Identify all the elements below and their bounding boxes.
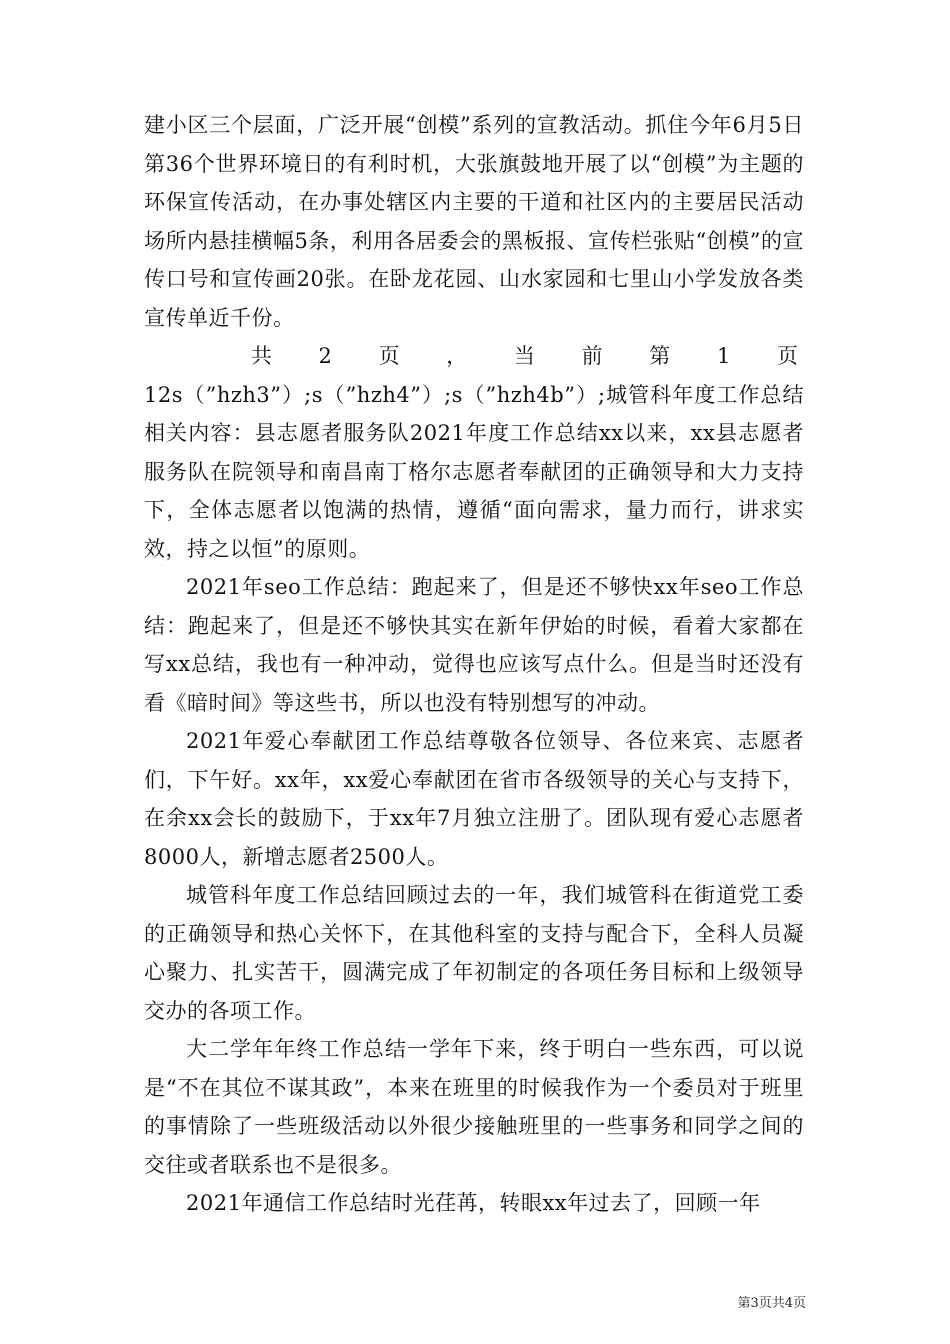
paragraph-urban-management: 城管科年度工作总结回顾过去的一年，我们城管科在街道党工委的正确领导和热心关怀下，在其他科室的支持与配合下，全科人员凝心聚力、扎实苦干，圆满完成了年初制定的各项任务目标和上级领导交办的各项工作。 xyxy=(144,883,804,1023)
paragraph-seo-summary: 2021年seo工作总结：跑起来了，但是还不够快xx年seo工作总结：跑起来了，但是还不够快其实在新年伊始的时候，看着大家都在写xx总结，我也有一种冲动，觉得也应该写点什么。但是当时还没有看《暗时间》等这些书，所以也没有特别想写的冲动。 xyxy=(144,575,804,715)
document-body xyxy=(144,106,804,1223)
paragraph-campaign: 建小区三个层面，广泛开展“创模”系列的宣教活动。抓住今年6月5日第36个世界环境日的有利时机，大张旗鼓地开展了以“创模”为主题的环保宣传活动，在办事处辖区内主要的干道和社区内的主要居民活动场所内悬挂横幅5条，利用各居委会的黑板报、宣传栏张贴“创模”的宣传口号和宣传画20张。在卧龙花园、山水家园和七里山小学发放各类宣传单近千份。 xyxy=(144,113,804,330)
paragraph-charity-summary: 2021年爱心奉献团工作总结尊敬各位领导、各位来宾、志愿者们，下午好。xx年，xx爱心奉献团在省市各级领导的关心与支持下，在余xx会长的鼓励下，于xx年7月独立注册了。团队现有爱心志愿者8000人，新增志愿者2500人。 xyxy=(144,729,804,869)
page-number-footer: 第3页共4页 xyxy=(737,1296,806,1311)
paragraph-volunteer-team: 12s（”hzh3”）;s（”hzh4”）;s（”hzh4b”）;城管科年度工作总结相关内容：县志愿者服务队2021年度工作总结xx以来，xx县志愿者服务队在院领导和南昌南丁格尔志愿者奉献团的正确领导和大力支持下，全体志愿者以饱满的热情，遵循“面向需求，量力而行，讲求实效，持之以恒”的原则。 xyxy=(144,382,804,561)
paragraph-telecom-summary: 2021年通信工作总结时光荏苒，转眼xx年过去了，回顾一年 xyxy=(186,1191,761,1215)
inline-page-marker: 共 2 页 ， 当 前 第 1 页 xyxy=(250,344,804,368)
paragraph-sophomore-summary: 大二学年年终工作总结一学年下来，终于明白一些东西，可以说是“不在其位不谋其政”，本来在班里的时候我作为一个委员对于班里的事情除了一些班级活动以外很少接触班里的一些事务和同学之间的交往或者联系也不是很多。 xyxy=(144,1037,804,1177)
